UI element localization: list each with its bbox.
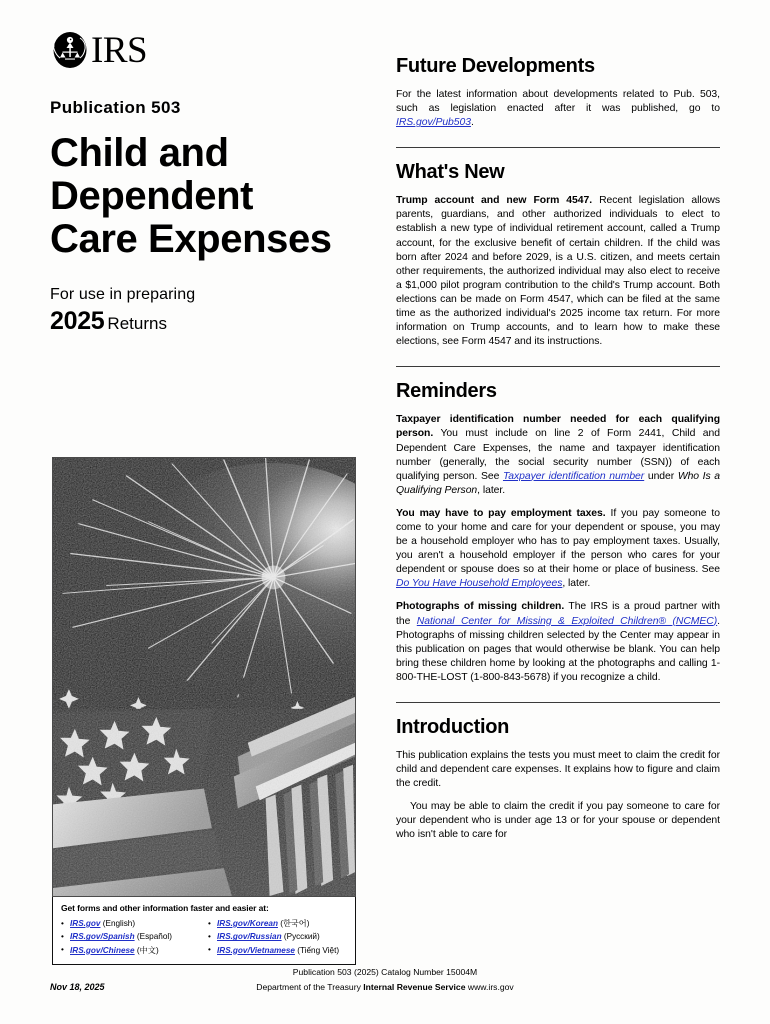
- footer-agency-row: [0, 981, 770, 994]
- language-link-russian[interactable]: IRS.gov/Russian: [217, 932, 282, 942]
- paragraph-future-developments: [396, 88, 720, 130]
- footer-department: Department of the Treasury: [256, 981, 361, 992]
- publication-number: Publication 503: [50, 98, 181, 117]
- paragraph-taxpayer-id-number: [396, 413, 720, 498]
- link-ncmec[interactable]: National Center for Missing & Exploited Children® (NCMEC): [416, 615, 718, 627]
- list-item[interactable]: [208, 930, 347, 943]
- list-item[interactable]: [61, 917, 200, 930]
- language-native-russian: (Русский): [283, 932, 320, 942]
- text-segment: . Photographs of missing children selected by the Center may appear in this publication on pages that would otherwise be blank. You can help bring these children home by looking at the photographs and calling 1-800-THE-LOST (1-800-843-5678) if you recognize a child.: [396, 615, 721, 683]
- italic-who-is-a-qualifying-person: Who Is a Qualifying Person: [396, 470, 721, 496]
- list-item[interactable]: [61, 930, 200, 943]
- heading-future-developments: Future Developments: [396, 55, 595, 77]
- run-in-heading: Taxpayer identification number needed for each qualifying person.: [396, 414, 720, 440]
- language-link-chinese[interactable]: IRS.gov/Chinese: [70, 945, 135, 955]
- list-item[interactable]: [208, 944, 347, 957]
- paragraph-trump-account: [396, 194, 720, 349]
- section-divider: [396, 366, 720, 367]
- section-divider: [396, 702, 720, 703]
- list-item[interactable]: [61, 944, 200, 957]
- cover-left-column: [50, 30, 360, 335]
- language-native-vietnamese: (Tiếng Việt): [297, 945, 340, 955]
- paragraph-missing-children: [396, 600, 720, 685]
- footer-revision-date: Nov 18, 2025: [50, 981, 105, 992]
- run-in-heading: Trump account and new Form 4547.: [396, 195, 593, 207]
- content-right-column: [396, 55, 720, 843]
- text-segment: Recent legislation allows parents, guardians, and other authorized individuals to elect to establish a new type of individual retirement account, called a Trump account, for the exclusive benefit of certain children. If the child was born after 2024 and before 2029, is a U.S. citizen, and meets certain other requirements, the authorized individual may also elect to receive a $1,000 pilot program contribution to the child's Trump account. Both elections can be made on Form 4547, which can be filed at the same time as the authorized individual's 2025 income tax return. For more information on Trump accounts, and to learn how to make these elections, see Form 4547 and its instructions.: [396, 195, 720, 348]
- title-line-1: Child and: [50, 131, 229, 175]
- language-box-heading: Get forms and other information faster and easier at:: [61, 903, 269, 913]
- language-links-box: [52, 897, 356, 965]
- irs-eagle-scales-emblem: [50, 31, 90, 69]
- run-in-heading: Photographs of missing children.: [396, 601, 565, 613]
- language-link-vietnamese[interactable]: IRS.gov/Vietnamese: [217, 945, 295, 955]
- text-segment: For the latest information about developments related to Pub. 503, such as legislation enacted after it was published, go to: [396, 89, 720, 115]
- text-segment: , later.: [562, 578, 591, 590]
- footer-service-name: Internal Revenue Service: [363, 981, 466, 992]
- footer-website: www.irs.gov: [467, 981, 514, 992]
- text-segment: .: [470, 117, 474, 129]
- language-list-column-2: [200, 917, 347, 957]
- link-irs-gov-pub503[interactable]: IRS.gov/Pub503: [396, 117, 471, 129]
- irs-wordmark: IRS: [91, 29, 148, 71]
- list-item[interactable]: [208, 917, 347, 930]
- language-link-spanish[interactable]: IRS.gov/Spanish: [70, 932, 135, 942]
- page-footer: [0, 966, 770, 994]
- tax-year: 2025: [50, 307, 105, 336]
- title-line-2: Dependent: [50, 173, 254, 218]
- language-list-column-1: [61, 917, 200, 957]
- run-in-heading: You may have to pay employment taxes.: [396, 507, 606, 519]
- for-use-label: For use in preparing: [50, 286, 196, 304]
- cover-artwork: [52, 457, 356, 897]
- text-segment: under: [644, 470, 678, 482]
- text-segment: You must include on line 2 of Form 2441, Child and Dependent Care Expenses, the name and taxpayer identification number (generally, the social security number (SSN)) of each qualifying person. See: [396, 428, 720, 482]
- irs-logo: [50, 30, 360, 70]
- title-line-3: Care Expenses: [50, 216, 332, 261]
- language-link-korean[interactable]: IRS.gov/Korean: [217, 919, 278, 928]
- text-segment: The IRS is a proud partner with the: [396, 601, 720, 627]
- language-link-english[interactable]: IRS.gov: [70, 919, 101, 928]
- returns-label: Returns: [107, 314, 167, 334]
- text-segment: If you pay someone to come to your home and care for your dependent or spouse, you may be a household employer who has to pay employment taxes. Usually, you aren't a household employer if the person who cares for your dependent or spouse does so at their home or place of business. See: [396, 507, 720, 576]
- heading-reminders: Reminders: [396, 380, 497, 403]
- language-native-spanish: (Español): [136, 932, 172, 942]
- language-native-english: (English): [102, 919, 136, 928]
- heading-whats-new: What's New: [396, 161, 505, 184]
- footer-publication-info: Publication 503 (2025) Catalog Number 15004M: [292, 967, 478, 977]
- link-do-you-have-household-employees[interactable]: Do You Have Household Employees: [396, 578, 563, 590]
- paragraph-introduction-2: You may be able to claim the credit if you pay someone to care for your dependent who is under age 13 or for your spouse or dependent who isn't able to care for: [396, 801, 720, 841]
- paragraph-introduction-1: This publication explains the tests you must meet to claim the credit for child and dependent care expenses. It explains how to figure and claim the credit.: [396, 750, 720, 790]
- heading-introduction: Introduction: [396, 716, 510, 738]
- text-segment: , later.: [477, 484, 506, 496]
- language-native-korean: (한국어): [280, 919, 310, 928]
- section-divider: [396, 147, 720, 148]
- page-title: [50, 132, 360, 260]
- link-taxpayer-identification-number[interactable]: Taxpayer identification number: [502, 470, 645, 482]
- fireworks-eagle-flag-illustration: [53, 458, 355, 896]
- language-native-chinese: (中文): [136, 945, 159, 955]
- tax-year-line: [50, 308, 360, 334]
- paragraph-employment-taxes: [396, 507, 720, 592]
